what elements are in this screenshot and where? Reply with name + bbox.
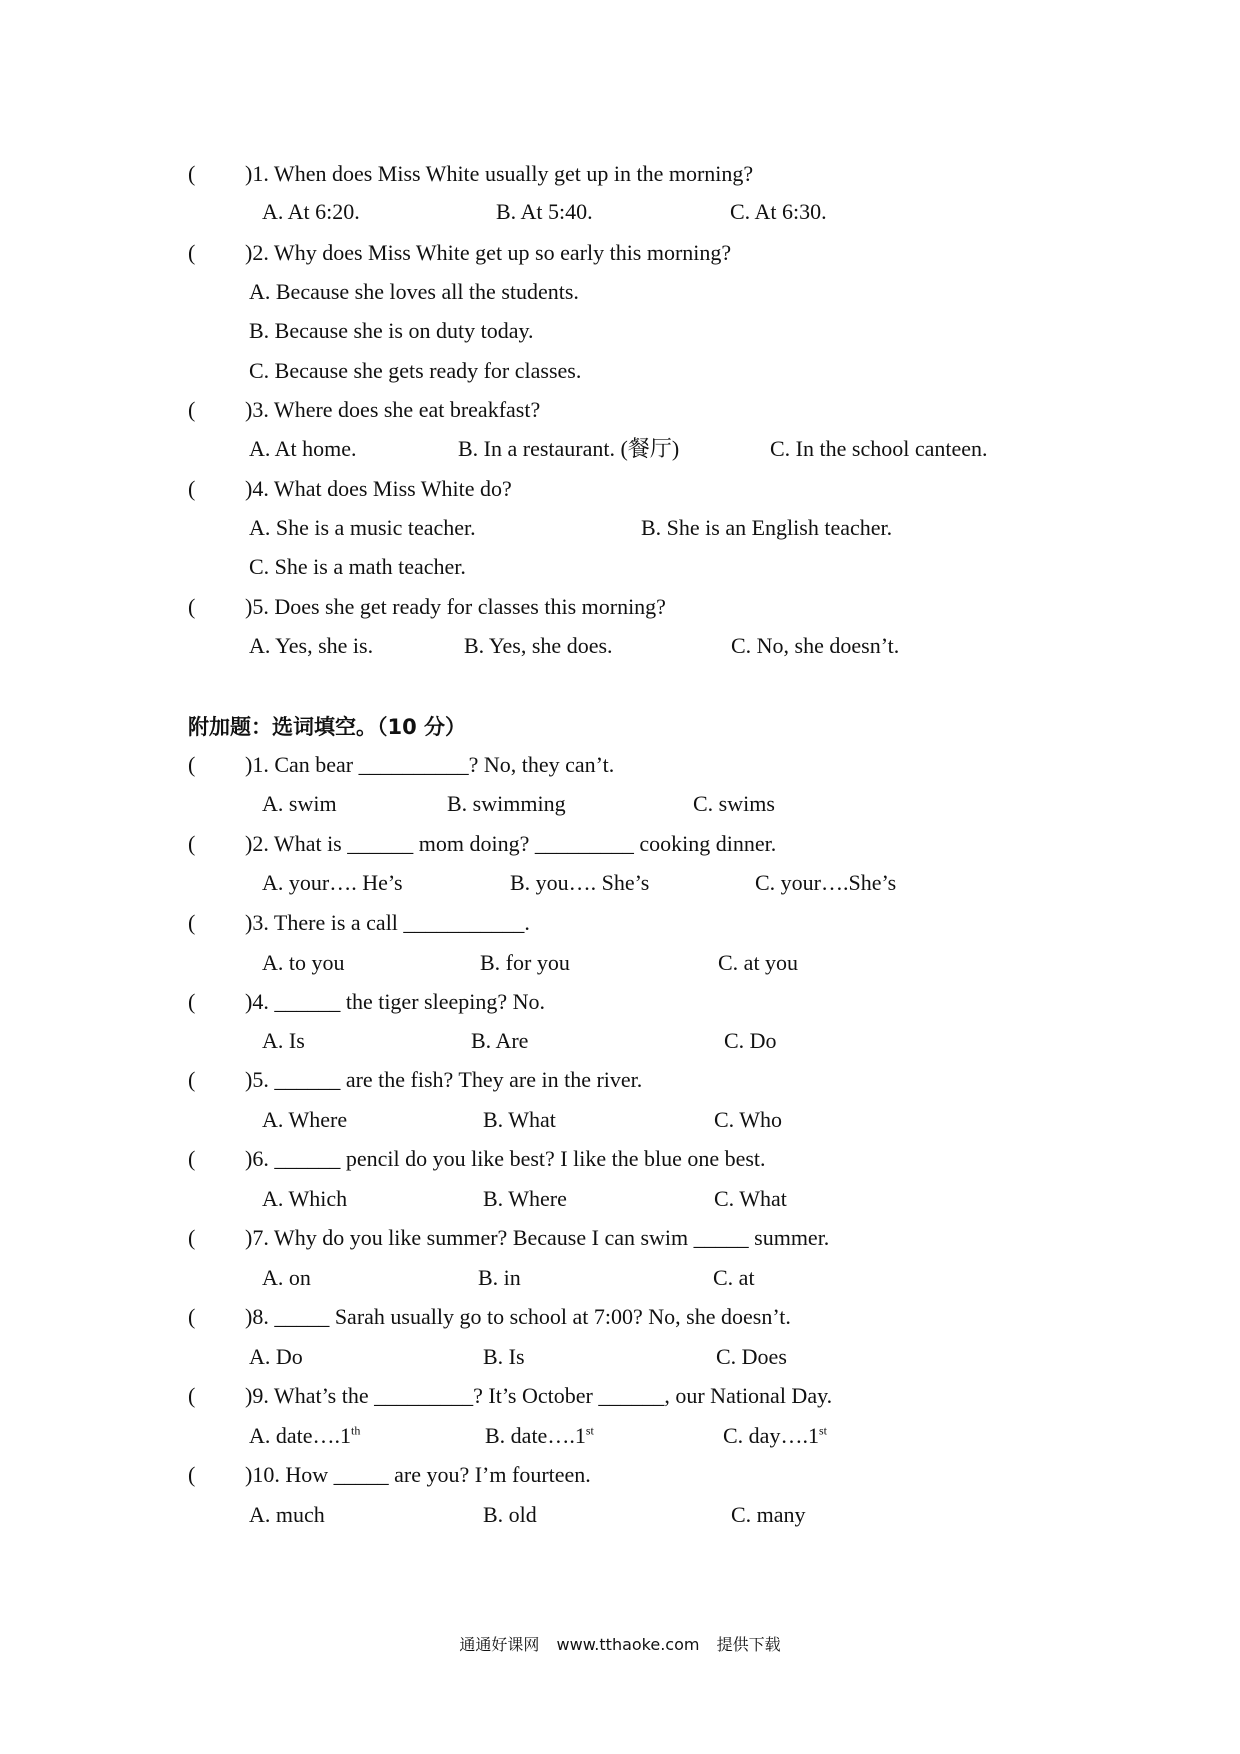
answer-paren: ( (188, 831, 196, 856)
answer-paren: ( (188, 1462, 196, 1487)
option-c: C. What (714, 1186, 787, 1211)
answer-paren: ( (188, 240, 196, 265)
footer-site-name: 通通好课网 (459, 1635, 540, 1654)
option-a: A. Where (262, 1107, 348, 1132)
question-stem: )3. There is a call ___________. (245, 910, 530, 935)
option-b: B. you…. She’s (510, 870, 650, 895)
footer-note: 提供下载 (716, 1635, 781, 1654)
answer-paren: ( (188, 752, 196, 777)
option-a: A. Which (262, 1186, 348, 1211)
answer-paren: ( (188, 910, 196, 935)
option-b: B. What (483, 1107, 556, 1132)
option-c: C. Does (716, 1344, 787, 1369)
option-c-text: C. day….1 (723, 1423, 819, 1448)
option-b: B. Where (483, 1186, 567, 1211)
option-a: A. to you (262, 950, 345, 975)
section-heading: 附加题：选词填空。（10 分） (188, 715, 467, 739)
option-b: B. At 5:40. (496, 199, 593, 224)
option-b: B. Are (471, 1028, 529, 1053)
option-a: A. Is (262, 1028, 305, 1053)
answer-paren: ( (188, 397, 196, 422)
answer-paren: ( (188, 594, 196, 619)
answer-paren: ( (188, 476, 196, 501)
option-a: A. on (262, 1265, 311, 1290)
question-stem: )2. Why does Miss White get up so early this morning? (245, 240, 732, 265)
question-stem: )10. How _____ are you? I’m fourteen. (245, 1462, 591, 1487)
option-c: C. your….She’s (755, 870, 897, 895)
option-a: A. At home. (249, 436, 357, 461)
ordinal-suffix: st (818, 1423, 827, 1438)
option-a-text: A. date….1 (249, 1423, 352, 1448)
question-stem: )1. When does Miss White usually get up in the morning? (245, 161, 754, 186)
option-b: B. for you (480, 950, 570, 975)
option-a: A. She is a music teacher. (249, 515, 476, 540)
answer-paren: ( (188, 1304, 196, 1329)
option-c: C. at (713, 1265, 755, 1290)
option-c: C. swims (693, 791, 775, 816)
question-stem: )2. What is ______ mom doing? _________ cooking dinner. (245, 831, 777, 856)
option-a: A. your…. He’s (262, 870, 403, 895)
question-stem: )1. Can bear __________? No, they can’t. (245, 752, 615, 777)
answer-paren: ( (188, 161, 196, 186)
option-a: A. swim (262, 791, 337, 816)
option-c: C. Do (724, 1028, 777, 1053)
option-b: B. She is an English teacher. (641, 515, 893, 540)
option-c: C. She is a math teacher. (249, 554, 466, 579)
option-b: B. Because she is on duty today. (249, 318, 534, 343)
option-a: A. much (249, 1502, 325, 1527)
option-a: A. Yes, she is. (249, 633, 374, 658)
question-stem: )8. _____ Sarah usually go to school at 7:00? No, she doesn’t. (245, 1304, 791, 1329)
option-b: B. Yes, she does. (464, 633, 613, 658)
option-b: B. old (483, 1502, 537, 1527)
question-stem: )4. ______ the tiger sleeping? No. (245, 989, 545, 1014)
option-b: B. swimming (447, 791, 566, 816)
question-stem: )5. ______ are the fish? They are in the river. (245, 1067, 643, 1092)
ordinal-suffix: st (585, 1423, 594, 1438)
question-stem: )3. Where does she eat breakfast? (245, 397, 541, 422)
option-a (249, 1422, 360, 1450)
option-b: B. In a restaurant. (餐厅) (458, 436, 680, 461)
option-c: C. No, she doesn’t. (731, 633, 900, 658)
option-a: A. At 6:20. (262, 199, 360, 224)
option-c: C. at you (718, 950, 799, 975)
option-c: C. Because she gets ready for classes. (249, 358, 582, 383)
question-stem: )5. Does she get ready for classes this morning? (245, 594, 666, 619)
option-c (723, 1422, 827, 1450)
answer-paren: ( (188, 1146, 196, 1171)
question-stem: )7. Why do you like summer? Because I can swim _____ summer. (245, 1225, 830, 1250)
footer-url: www.tthaoke.com (556, 1635, 700, 1654)
option-c: C. At 6:30. (730, 199, 827, 224)
option-b: B. Is (483, 1344, 525, 1369)
answer-paren: ( (188, 1383, 196, 1408)
option-c: C. Who (714, 1107, 783, 1132)
option-c: C. In the school canteen. (770, 436, 988, 461)
option-c: C. many (731, 1502, 806, 1527)
option-a: A. Do (249, 1344, 303, 1369)
question-stem: )4. What does Miss White do? (245, 476, 512, 501)
question-stem: )6. ______ pencil do you like best? I like the blue one best. (245, 1146, 766, 1171)
option-b-text: B. date….1 (485, 1423, 586, 1448)
option-b (485, 1422, 594, 1450)
answer-paren: ( (188, 1067, 196, 1092)
question-stem: )9. What’s the _________? It’s October ______, our National Day. (245, 1383, 833, 1408)
answer-paren: ( (188, 989, 196, 1014)
answer-paren: ( (188, 1225, 196, 1250)
ordinal-suffix: th (351, 1423, 361, 1438)
page-footer (0, 1634, 1240, 1656)
option-b: B. in (478, 1265, 521, 1290)
option-a: A. Because she loves all the students. (249, 279, 579, 304)
